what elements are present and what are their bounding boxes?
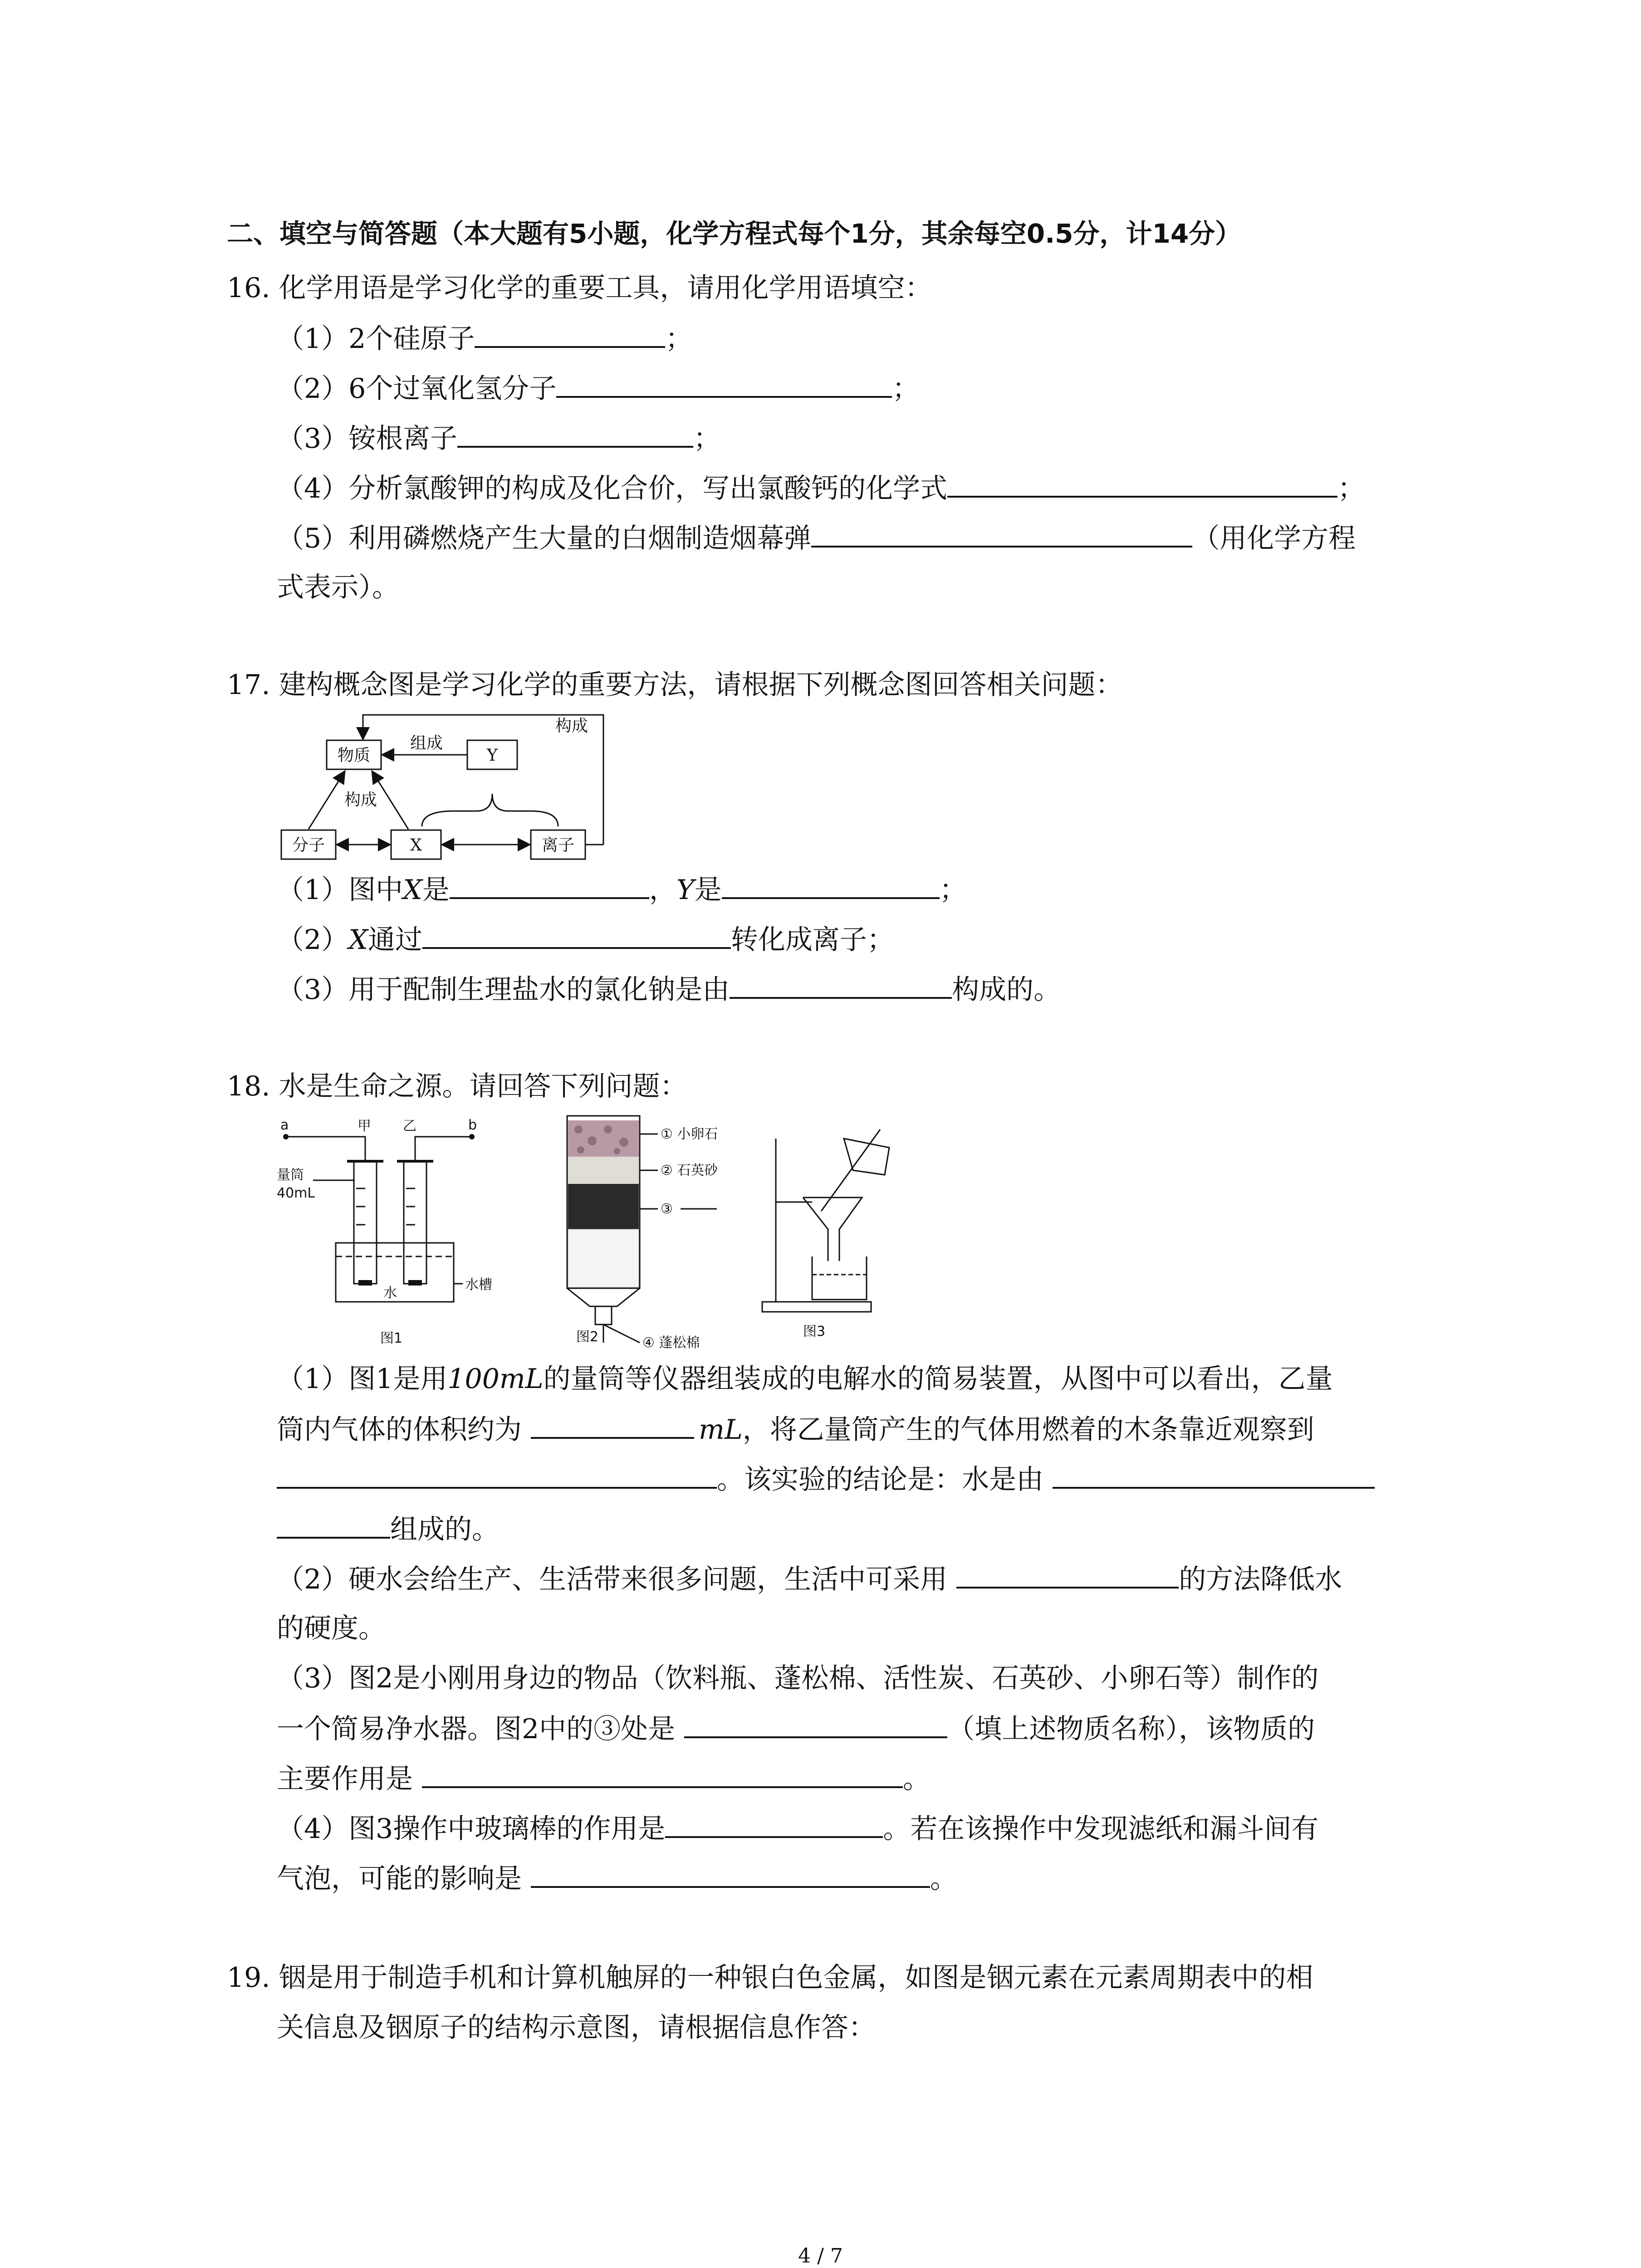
q18-part1-line2: 筒内气体的体积约为 mL，将乙量筒产生的气体用燃着的木条靠近观察到 — [277, 1411, 1314, 1448]
fig1-jia: 甲 — [358, 1118, 371, 1134]
q16-part3: （3）铵根离子 ； — [277, 420, 720, 457]
answer-blank[interactable] — [956, 1560, 1179, 1589]
fig1-water: 水 — [383, 1285, 397, 1301]
fig1-caption: 图1 — [380, 1330, 403, 1346]
fig1-terminal-a: a — [280, 1117, 289, 1133]
q18-part3-line3: 主要作用是 。 — [277, 1760, 930, 1797]
label-zucheng: 组成 — [410, 734, 443, 753]
label-goucheng-mid: 构成 — [344, 791, 377, 809]
figure-2-purifier — [554, 1107, 771, 1361]
q18-part2-cont: 的硬度。 — [277, 1613, 386, 1644]
q18-part4-line1: （4）图3操作中玻璃棒的作用是 。若在该操作中发现滤纸和漏斗间有 — [277, 1810, 1318, 1847]
label-wuzhi: 物质 — [337, 746, 371, 765]
answer-blank[interactable] — [811, 519, 1192, 547]
answer-blank[interactable] — [277, 1510, 390, 1539]
q16-part2: （2）6个过氧化氢分子 ； — [277, 370, 919, 407]
q19-line2: 关信息及铟原子的结构示意图，请根据信息作答： — [277, 2012, 876, 2043]
answer-blank[interactable] — [422, 921, 731, 949]
answer-blank[interactable] — [531, 1860, 930, 1888]
fig1-terminal-b: b — [468, 1117, 477, 1133]
fig2-label-4: ④ 蓬松棉 — [642, 1335, 700, 1351]
q18-part3-line1: （3）图2是小刚用身边的物品（饮料瓶、蓬松棉、活性炭、石英砂、小卵石等）制作的 — [277, 1662, 1319, 1694]
answer-blank[interactable] — [684, 1710, 947, 1738]
figure-3-filtration — [753, 1120, 903, 1347]
q16-part5-cont: 式表示）。 — [277, 572, 399, 603]
q18-part3-line2: 一个简易净水器。图2中的③处是 （填上述物质名称），该物质的 — [277, 1710, 1315, 1747]
answer-blank[interactable] — [457, 420, 693, 448]
q18-stem: 18. 水是生命之源。请回答下列问题： — [227, 1070, 687, 1102]
concept-diagram — [272, 708, 617, 871]
answer-blank[interactable] — [422, 1760, 903, 1788]
q18-part1-line3: 。该实验的结论是：水是由 — [277, 1461, 1375, 1498]
label-goucheng-top: 构成 — [555, 717, 588, 735]
q16-stem: 16. 化学用语是学习化学的重要工具，请用化学用语填空： — [227, 272, 932, 304]
q17-part2: （2）X通过 转化成离子； — [277, 921, 894, 958]
fig2-label-3: ③ — [661, 1201, 673, 1217]
answer-blank[interactable] — [665, 1810, 883, 1838]
page-number: 4 / 7 — [798, 2244, 843, 2268]
fig2-label-2: ② 石英砂 — [661, 1163, 718, 1178]
label-fenzi: 分子 — [292, 836, 325, 855]
answer-blank[interactable] — [947, 469, 1337, 498]
answer-blank[interactable] — [1053, 1461, 1375, 1489]
label-y: Y — [487, 746, 498, 765]
label-x: X — [410, 836, 422, 855]
q16-part4: （4）分析氯酸钾的构成及化合价，写出氯酸钙的化学式 ； — [277, 469, 1365, 507]
answer-blank[interactable] — [475, 320, 665, 348]
fig1-liangtong: 量筒 — [277, 1167, 304, 1183]
answer-blank[interactable] — [722, 871, 940, 899]
fig2-label-1: ① 小卵石 — [661, 1126, 718, 1142]
section-title: 二、填空与简答题（本大题有5小题，化学方程式每个1分，其余每空0.5分，计14分） — [227, 218, 1242, 249]
answer-blank[interactable] — [730, 971, 952, 999]
label-lizi: 离子 — [541, 836, 575, 855]
fig1-water-tank: 水槽 — [465, 1277, 492, 1293]
q19-line1: 19. 铟是用于制造手机和计算机触屏的一种银白色金属，如图是铟元素在元素周期表中的相 — [227, 1962, 1313, 1994]
q18-part4-line2: 气泡，可能的影响是 。 — [277, 1860, 957, 1897]
fig1-40ml: 40mL — [277, 1185, 315, 1201]
answer-blank[interactable] — [277, 1461, 717, 1489]
q18-part2: （2）硬水会给生产、生活带来很多问题，生活中可采用 的方法降低水 — [277, 1560, 1342, 1598]
q18-part1-line4: 组成的。 — [277, 1510, 499, 1548]
q16-part1: （1）2个硅原子 ； — [277, 320, 692, 357]
fig2-caption: 图2 — [576, 1329, 599, 1345]
q17-stem: 17. 建构概念图是学习化学的重要方法，请根据下列概念图回答相关问题： — [227, 669, 1123, 701]
fig1-yi: 乙 — [403, 1118, 416, 1134]
q16-part5: （5）利用磷燃烧产生大量的白烟制造烟幕弹 （用化学方程 — [277, 519, 1356, 557]
answer-blank[interactable] — [450, 871, 649, 899]
fig3-caption: 图3 — [803, 1324, 826, 1339]
q17-part3: （3）用于配制生理盐水的氯化钠是由 构成的。 — [277, 971, 1061, 1008]
q18-part1-line1: （1）图1是用100mL的量筒等仪器组装成的电解水的简易装置，从图中可以看出，乙量 — [277, 1363, 1333, 1395]
q17-part1: （1）图中X是 ，Y是 ； — [277, 871, 967, 908]
figure-1-electrolysis — [272, 1111, 526, 1356]
answer-blank[interactable] — [531, 1411, 694, 1439]
answer-blank[interactable] — [556, 370, 892, 398]
